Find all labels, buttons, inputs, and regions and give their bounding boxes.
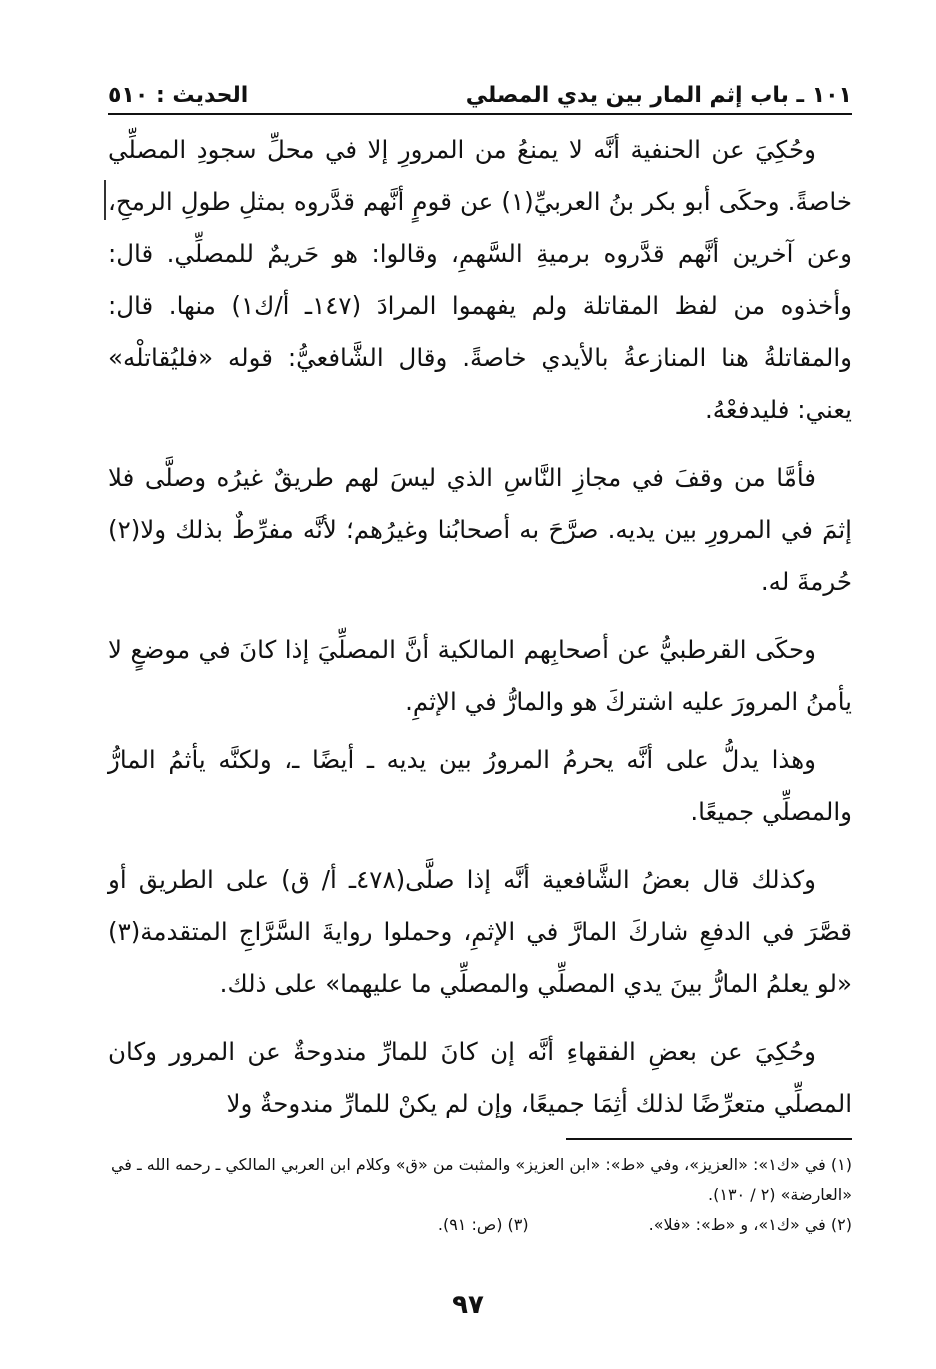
main-text — [108, 124, 852, 1130]
running-header — [108, 64, 852, 108]
chapter-title: ١٠١ ـ باب إثم المار بين يدي المصلي — [465, 83, 852, 108]
paragraph: وحُكِيَ عن الحنفية أنَّه لا يمنعُ من المرورِ إلا في محلِّ سجودِ المصلِّي خاصةً. وحكَى أبو بكر بنُ العربيِّ(١) عن قومٍ أنَّهم قدَّروه بمثلِ طولِ الرمحِ، وعن آخرين أنَّهم قدَّروه برميةِ السَّهمِ، وقالوا: هو حَريمٌ للمصلِّي. قال: وأخذوه من لفظ المقاتلة ولم يفهموا المرادَ (١٤٧ـ أ/ك١) منها. قال: والمقاتلةُ هنا المنازعةُ بالأيدي خاصةً. وقال الشَّافعيُّ: قوله «فليُقاتلْه» يعني: فليدفعْهُ. — [108, 135, 852, 424]
footnote-3: (٣) (ص: ٩١). — [437, 1215, 529, 1234]
footnote-2: (٢) في «ك١»، و «ط»: «فلا». — [648, 1215, 852, 1234]
margin-mark — [104, 180, 106, 220]
footnote-divider — [566, 1138, 852, 1140]
paragraph: وحُكِيَ عن بعضِ الفقهاءِ أنَّه إن كانَ للمارِّ مندوحةٌ عن المرور وكان المصلِّي متعرِّضًا لذلك أثِمَا جميعًا، وإن لم يكنْ للمارِّ مندوحةٌ ولا — [108, 1037, 852, 1118]
paragraph: وكذلك قال بعضُ الشَّافعية أنَّه إذا صلَّى(٤٧٨ـ أ/ ق) على الطريق أو قصَّرَ في الدفعِ شاركَ المارَّ في الإثمِ، وحملوا روايةَ السَّرَّاجِ المتقدمة(٣) «لو يعلمُ المارُّ بينَ يدي المصلِّي والمصلِّي ما عليهما» على ذلك. — [108, 865, 852, 998]
footnote-row — [108, 1210, 852, 1240]
page-number: ٩٧ — [452, 1290, 484, 1320]
hadith-number: الحديث : ٥١٠ — [108, 83, 249, 108]
footnote-1: (١) في «ك١»: «العزيز»، وفي «ط»: «ابن العزيز» والمثبت من «ق» وكلام ابن العربي المالكي ـ رحمه الله ـ في «العارضة» (٢ / ١٣٠). — [110, 1155, 852, 1204]
header-divider — [108, 113, 852, 115]
paragraph: وحكَى القرطبيُّ عن أصحابِهم المالكية أنَّ المصلِّيَ إذا كانَ في موضعٍ لا يأمنُ المرورَ عليه اشتركَ هو والمارُّ في الإثمِ. — [108, 635, 852, 716]
footnotes — [108, 1150, 852, 1240]
paragraph: فأمَّا من وقفَ في مجازِ النَّاسِ الذي ليسَ لهم طريقٌ غيرُه وصلَّى فلا إثمَ في المرورِ بين يديه. صرَّحَ به أصحابُنا وغيرُهم؛ لأنَّه مفرِّطٌ بذلك ولا(٢) حُرمةَ له. — [108, 463, 852, 596]
paragraph: وهذا يدلُّ على أنَّه يحرمُ المرورُ بين يديه ـ أيضًا ـ، ولكنَّه يأثمُ المارُّ والمصلِّي جميعًا. — [108, 745, 852, 826]
